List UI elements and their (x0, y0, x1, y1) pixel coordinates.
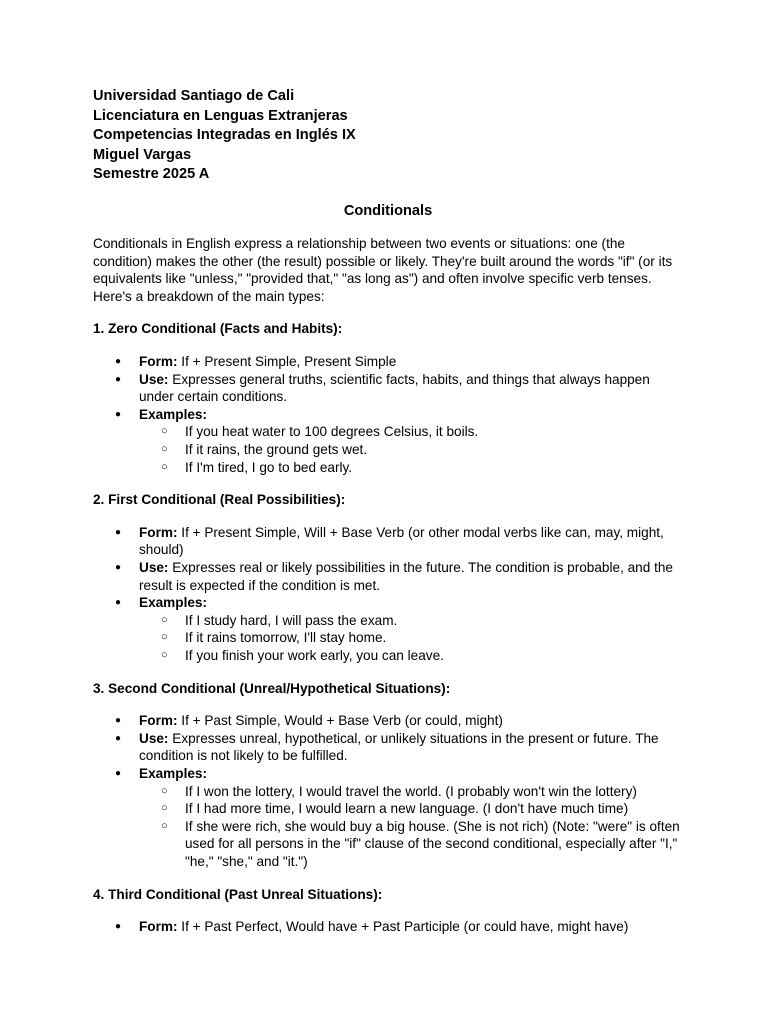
bullet-list (93, 353, 683, 476)
form-item (93, 524, 683, 559)
use-text: Expresses general truths, scientific facts, habits, and things that always happen under certain conditions. (139, 371, 650, 405)
use-label: Use: (139, 560, 169, 575)
intro-paragraph: Conditionals in English express a relationship between two events or situations: one (the condition) makes the other (the result) possible or likely. They're built around the words "if" (or its equivalents like "unless," "provided that," "as long as") and often involve specific verb tenses. Here's a breakdown of the main types: (93, 236, 673, 304)
use-label: Use: (139, 371, 169, 387)
document-content (93, 87, 683, 951)
semester: Semestre 2025 A (93, 166, 210, 182)
examples-label: Examples: (139, 595, 208, 611)
examples-list (139, 612, 683, 665)
section-heading: 4. Third Conditional (Past Unreal Situations): (93, 886, 383, 902)
section-heading: 2. First Conditional (Real Possibilities): (93, 492, 346, 508)
course-name: Competencias Integradas en Inglés IX (93, 127, 356, 143)
use-item (93, 730, 683, 765)
bullet-list (93, 918, 683, 936)
use-item (93, 371, 683, 406)
form-text: If + Present Simple, Will + Base Verb (or other modal verbs like can, may, might, should) (139, 524, 664, 558)
examples-label: Examples: (139, 406, 208, 422)
form-label: Form: (139, 919, 178, 935)
document-title: Conditionals (343, 202, 433, 219)
form-text: If + Past Simple, Would + Base Verb (or could, might) (181, 713, 503, 729)
example-item: ○ If I had more time, I would learn a new language. (I don't have much time) (139, 800, 683, 818)
form-item (93, 712, 683, 730)
form-item (93, 353, 683, 371)
example-item: ○ If I'm tired, I go to bed early. (139, 459, 683, 477)
example-item: ○ If you finish your work early, you can leave. (139, 647, 683, 665)
form-text: If + Present Simple, Present Simple (181, 354, 397, 370)
use-text: Expresses real or likely possibilities in the future. The condition is probable, and the result is expected if the condition is met. (139, 560, 673, 593)
form-label: Form: (139, 354, 178, 370)
example-item: ○ If I study hard, I will pass the exam. (139, 612, 683, 630)
form-item (93, 918, 683, 936)
examples-list (139, 423, 683, 476)
examples-item (93, 406, 683, 476)
form-label: Form: (139, 524, 178, 540)
document-header (93, 87, 683, 185)
example-item: ○ If it rains tomorrow, I'll stay home. (139, 629, 683, 647)
bullet-list (93, 524, 683, 665)
examples-list (139, 783, 683, 871)
section-heading: 3. Second Conditional (Unreal/Hypothetical Situations): (93, 680, 451, 696)
examples-item (93, 594, 683, 664)
example-item: ○ If you heat water to 100 degrees Celsius, it boils. (139, 423, 683, 441)
bullet-list (93, 712, 683, 870)
section-second-conditional (93, 680, 683, 871)
use-item (93, 559, 683, 594)
section-zero-conditional (93, 320, 683, 476)
form-text: If + Past Perfect, Would have + Past Participle (or could have, might have) (181, 919, 629, 935)
use-text: Expresses unreal, hypothetical, or unlikely situations in the present or future. The condition is not likely to be fulfilled. (139, 730, 659, 764)
examples-label: Examples: (139, 765, 208, 781)
author-name: Miguel Vargas (93, 146, 192, 163)
section-heading: 1. Zero Conditional (Facts and Habits): (93, 321, 343, 337)
section-third-conditional (93, 886, 683, 936)
university-name: Universidad Santiago de Cali (93, 88, 295, 104)
example-item: ○ If she were rich, she would buy a big house. (She is not rich) (Note: "were" is often used for all persons in the "if" clause of the second conditional, especially after "I," "he," "she," and "it.") (139, 818, 683, 871)
example-item: ○ If it rains, the ground gets wet. (139, 441, 683, 459)
form-label: Form: (139, 713, 178, 729)
program-name: Licenciatura en Lenguas Extranjeras (93, 107, 348, 124)
section-first-conditional (93, 491, 683, 664)
use-label: Use: (139, 730, 169, 746)
example-item: ○ If I won the lottery, I would travel the world. (I probably won't win the lottery) (139, 783, 683, 801)
examples-item (93, 765, 683, 871)
